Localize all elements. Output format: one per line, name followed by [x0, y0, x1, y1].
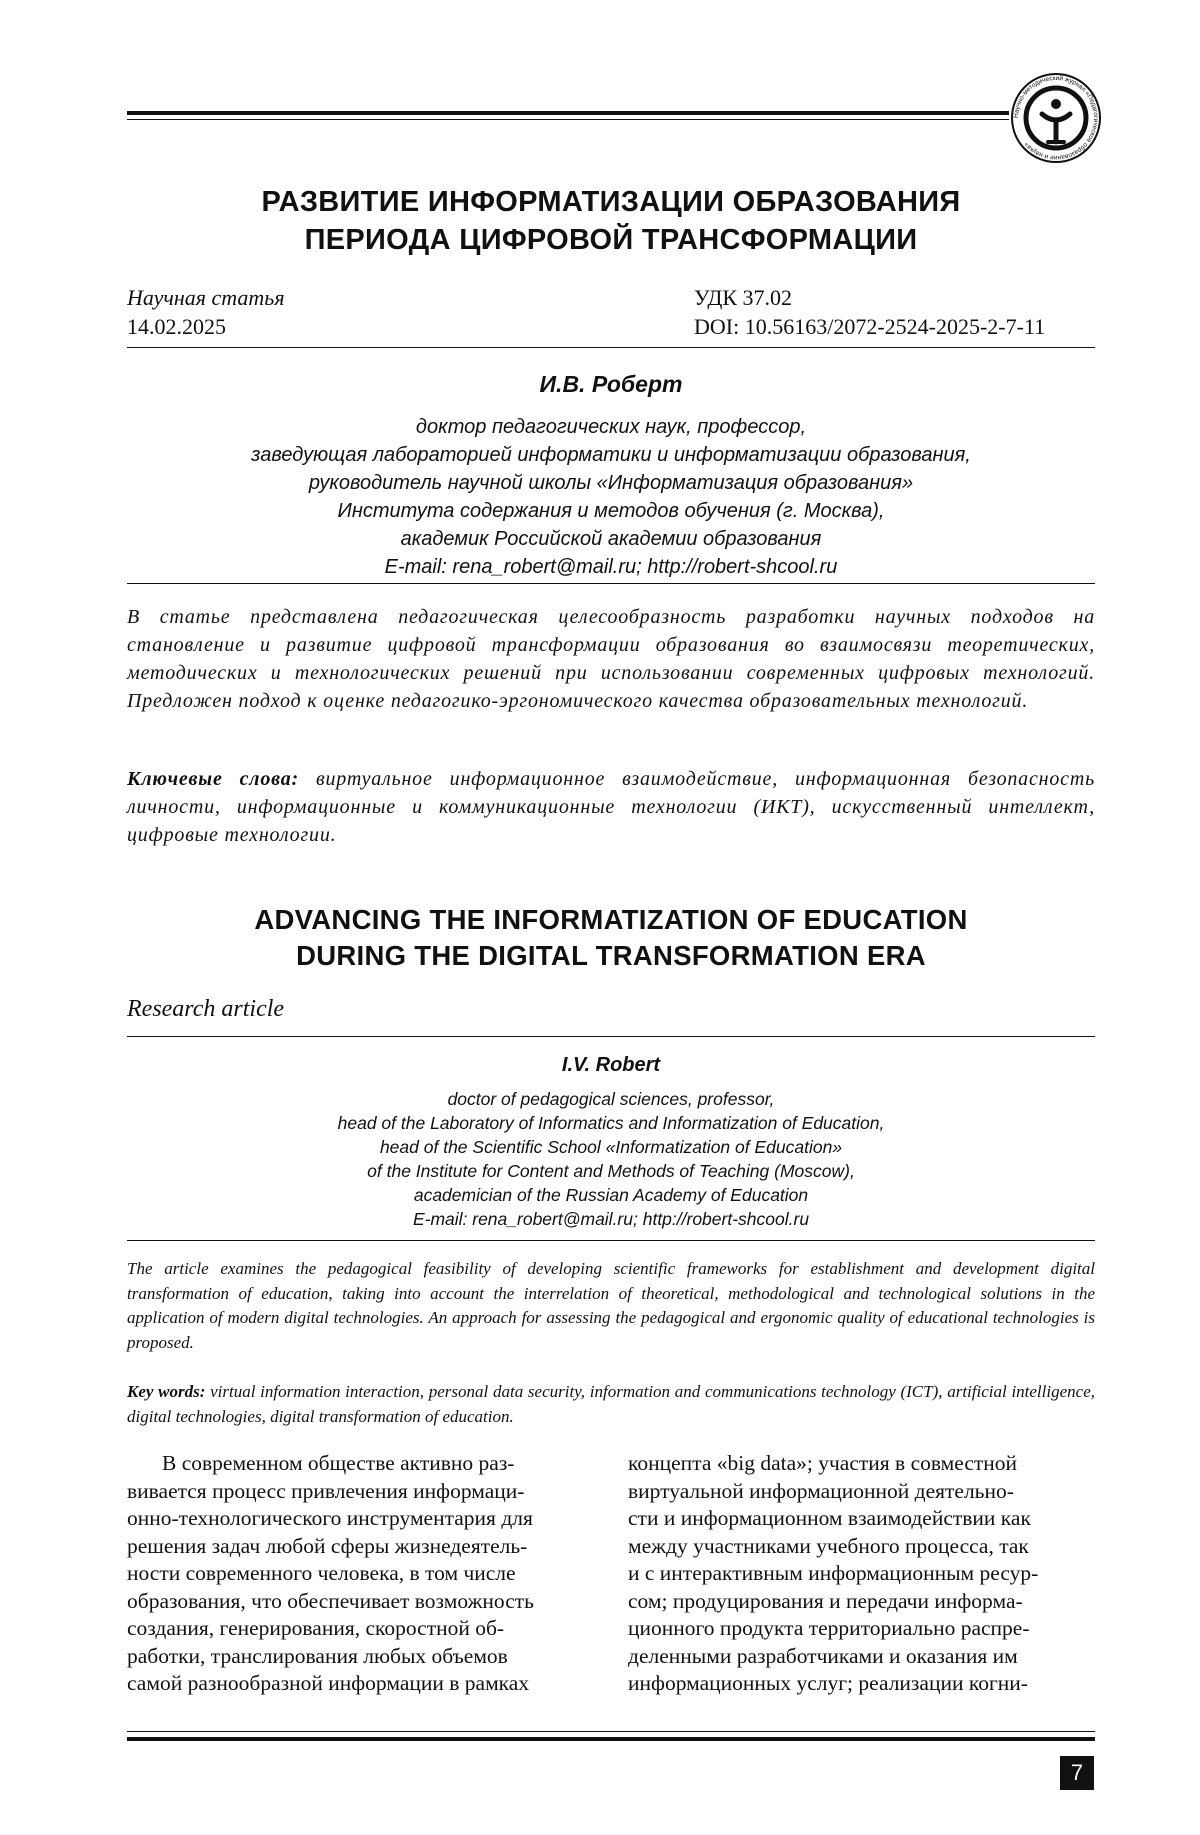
affiliation-line: of the Institute for Content and Methods of Teaching (Moscow),: [367, 1161, 855, 1181]
article-type-en: Research article: [127, 996, 285, 1022]
body-line: В современном обществе активно раз-: [162, 1451, 515, 1475]
affiliation-ru: [127, 413, 1095, 581]
affiliation-line: head of the Scientific School «Informatization of Education»: [379, 1137, 843, 1157]
journal-logo: [1008, 70, 1104, 166]
body-line: онно-технологического инструментария для: [127, 1506, 533, 1530]
divider: [127, 583, 1095, 584]
body-line: виртуальной информационной деятельно-: [628, 1478, 1014, 1503]
body-line: самой разнообразной информации в рамках: [127, 1671, 530, 1695]
body-line: концепта «big data»; участия в совместной: [628, 1451, 1018, 1475]
affiliation-line: Института содержания и методов обучения (г. Москва),: [337, 500, 885, 522]
body-line: информационных услуг; реализации когни-: [628, 1671, 1028, 1695]
divider: [127, 1036, 1095, 1037]
logo-ring-text: Научно-методический журнал «Педагогическое образование и наука»: [1012, 74, 1100, 162]
title-en-line2: DURING THE DIGITAL TRANSFORMATION ERA: [296, 940, 926, 971]
affiliation-line: academician of the Russian Academy of Education: [413, 1185, 809, 1205]
affiliation-email: E-mail: rena_robert@mail.ru; http://robert-shcool.ru: [412, 1209, 810, 1229]
author-ru: И.В. Роберт: [539, 371, 683, 397]
body-line: между участниками учебного процесса, так: [628, 1533, 1029, 1558]
body-line: сти и информационном взаимодействии как: [628, 1506, 1031, 1530]
body-line: решения задач любой сферы жизнедеятель-: [127, 1533, 528, 1558]
affiliation-line: доктор педагогических наук, профессор,: [415, 416, 807, 438]
affiliation-line: руководитель научной школы «Информатизация образования»: [308, 472, 914, 494]
article-date: 14.02.2025: [127, 314, 226, 339]
udk: УДК 37.02: [694, 285, 793, 310]
divider: [127, 347, 1095, 348]
body-line: и с интерактивным информационным ресур-: [628, 1561, 1039, 1585]
header-rule-thin: [127, 119, 1009, 120]
abstract-ru: В статье представлена педагогическая целесообразность разработки научных подходов на становление и развитие цифровой трансформации образования во взаимосвязи теоретических, методических и технологических решений при использовании современных цифровых технологий. Предложен подход к оценке педагогико-эргономического качества образовательных технологий.: [127, 606, 1095, 712]
title-ru-line1: РАЗВИТИЕ ИНФОРМАТИЗАЦИИ ОБРАЗОВАНИЯ: [261, 186, 961, 218]
footer-rule-thick: [127, 1737, 1095, 1741]
body-line: деленными разработчиками и оказания им: [628, 1643, 1018, 1668]
keywords-ru: [127, 765, 1095, 849]
keywords-text-ru: виртуальное информационное взаимодействие, информационная безопасность личности, информационные и коммуникационные технологии (ИКТ), искусственный интеллект, цифровые технологии.: [127, 768, 1095, 846]
title-en-line1: ADVANCING THE INFORMATIZATION OF EDUCATION: [254, 904, 968, 935]
header-rule-thick: [127, 111, 1009, 115]
doi: DOI: 10.56163/2072-2524-2025-2-7-11: [694, 314, 1046, 339]
affiliation-line: doctor of pedagogical sciences, professor,: [447, 1089, 775, 1109]
affiliation-line: академик Российской академии образования: [400, 528, 822, 550]
body-line: сом; продуцирования и передачи информа-: [628, 1588, 1023, 1613]
divider: [127, 1240, 1095, 1241]
affiliation-en: [127, 1087, 1095, 1231]
abstract-en: The article examines the pedagogical feasibility of developing scientific frameworks for establishment and development digital transformation of education, taking into account the interrelation of theoretical, methodological and technological solutions in the application of modern digital technologies. An approach for assessing the pedagogical and ergonomic quality of educational technologies is proposed.: [127, 1259, 1095, 1352]
body-line: образования, что обеспечивает возможность: [127, 1588, 534, 1613]
page-number: 7: [1060, 1756, 1094, 1790]
body-line: создания, генерирования, скоростной об-: [127, 1616, 505, 1640]
keywords-label-ru: Ключевые слова:: [127, 768, 300, 790]
affiliation-line: head of the Laboratory of Informatics and Informatization of Education,: [337, 1113, 885, 1133]
body-line: работки, транслирования любых объемов: [127, 1643, 508, 1668]
affiliation-email: E-mail: rena_robert@mail.ru; http://robert-shcool.ru: [384, 556, 838, 578]
body-line: ности современного человека, в том числе: [127, 1561, 516, 1585]
body-column-left: [127, 1450, 595, 1698]
keywords-en: [127, 1380, 1095, 1429]
author-en: I.V. Robert: [561, 1054, 661, 1076]
title-ru-line2: ПЕРИОДА ЦИФРОВОЙ ТРАНСФОРМАЦИИ: [304, 224, 918, 256]
footer-rule-thin: [127, 1731, 1095, 1732]
keywords-label-en: Key words:: [127, 1382, 206, 1401]
body-line: ционного продукта территориально распре-: [628, 1616, 1030, 1640]
keywords-text-en: virtual information interaction, personal data security, information and communications technology (ICT), artificial intelligence, digital technologies, digital transformation of education.: [127, 1382, 1095, 1426]
article-type-ru: Научная статья: [127, 285, 285, 310]
body-column-right: [628, 1450, 1095, 1698]
body-line: вивается процесс привлечения информаци-: [127, 1478, 525, 1503]
affiliation-line: заведующая лабораторией информатики и информатизации образования,: [251, 444, 971, 466]
